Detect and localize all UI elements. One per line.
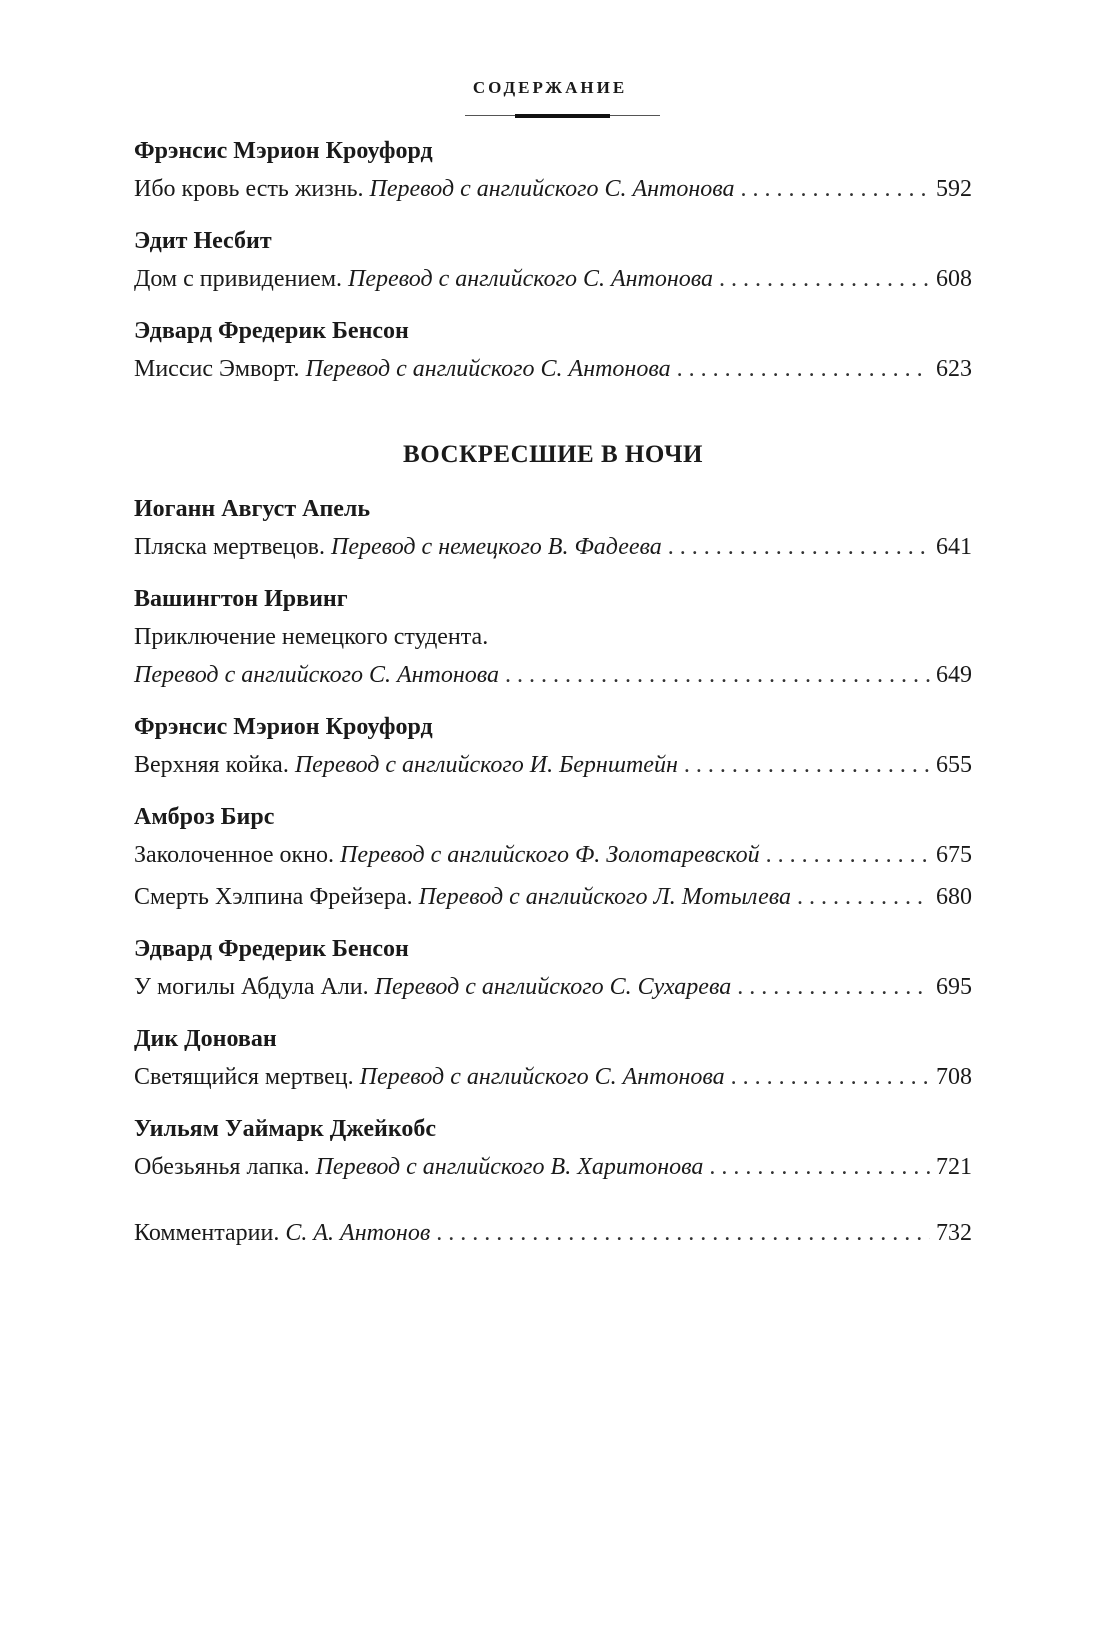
page-number: 675 [936, 842, 972, 868]
entry-translator: Перевод с английского С. Антонова [359, 1064, 725, 1090]
entry-title: Смерть Хэлпина Фрейзера. [134, 884, 413, 910]
toc-entry[interactable] [134, 170, 972, 208]
entry-translator: Перевод с английского С. Антонова [134, 662, 500, 688]
toc-entry[interactable] [134, 350, 972, 388]
page-number: 623 [936, 356, 972, 382]
toc-entry[interactable] [134, 746, 972, 784]
head-rule-ornament [515, 114, 610, 118]
dot-leader [677, 350, 930, 388]
toc-entry[interactable] [134, 1148, 972, 1186]
page-number: 655 [936, 752, 972, 778]
entry-title: Верхняя койка. [134, 752, 289, 778]
dot-leader [766, 836, 930, 874]
toc-entry[interactable] [134, 1058, 972, 1096]
entry-title: Обезьянья лапка. [134, 1154, 310, 1180]
author-name: Амброз Бирс [134, 804, 275, 830]
table-of-contents [134, 132, 972, 1252]
entry-translator: Перевод с английского С. Сухарева [374, 974, 732, 1000]
entry-translator: Перевод с английского С. Антонова [369, 176, 735, 202]
toc-entry[interactable] [134, 528, 972, 566]
toc-entry[interactable] [134, 968, 972, 1006]
page-number: 721 [936, 1154, 972, 1180]
author-name: Иоганн Август Апель [134, 496, 371, 522]
entry-title: Дом с привидением. [134, 266, 343, 292]
toc-entry[interactable] [134, 260, 972, 298]
page-number: 680 [936, 884, 972, 910]
entry-title: Комментарии. [134, 1220, 280, 1246]
entry-author: С. А. Антонов [285, 1220, 431, 1246]
dot-leader [668, 528, 930, 566]
author-name: Фрэнсис Мэрион Кроуфорд [134, 138, 433, 164]
page-number: 608 [936, 266, 972, 292]
author-name: Эдвард Фредерик Бенсон [134, 936, 409, 962]
page-number: 592 [936, 176, 972, 202]
toc-entry[interactable] [134, 836, 972, 874]
entry-title: У могилы Абдула Али. [134, 974, 369, 1000]
author-name: Дик Донован [134, 1026, 277, 1052]
dot-leader [719, 260, 930, 298]
entry-translator: Перевод с английского В. Харитонова [315, 1154, 704, 1180]
dot-leader [797, 878, 930, 916]
entry-translator: Перевод с английского Ф. Золотаревской [340, 842, 760, 868]
toc-entry[interactable] [134, 878, 972, 916]
dot-leader [741, 170, 930, 208]
running-head: СОДЕРЖАНИЕ [472, 78, 628, 97]
toc-entry[interactable] [134, 656, 972, 694]
entry-translator: Перевод с английского С. Антонова [305, 356, 671, 382]
section-title: ВОСКРЕСШИЕ В НОЧИ [403, 441, 703, 468]
page-number: 641 [936, 534, 972, 560]
entry-translator: Перевод с немецкого В. Фадеева [330, 534, 662, 560]
page-number: 732 [936, 1220, 972, 1246]
author-name: Фрэнсис Мэрион Кроуфорд [134, 714, 433, 740]
dot-leader [436, 1214, 930, 1252]
author-name: Эдвард Фредерик Бенсон [134, 318, 409, 344]
page-number: 649 [936, 662, 972, 688]
dot-leader [731, 1058, 930, 1096]
entry-translator: Перевод с английского Л. Мотылева [418, 884, 791, 910]
dot-leader [709, 1148, 930, 1186]
entry-title: Ибо кровь есть жизнь. [134, 176, 364, 202]
dot-leader [737, 968, 930, 1006]
entry-translator: Перевод с английского С. Антонова [348, 266, 714, 292]
entry-title[interactable]: Приключение немецкого студента. [134, 624, 489, 650]
page-number: 695 [936, 974, 972, 1000]
entry-title: Миссис Эмворт. [134, 356, 300, 382]
author-name: Эдит Несбит [134, 228, 272, 254]
entry-translator: Перевод с английского И. Бернштейн [294, 752, 678, 778]
entry-title: Светящийся мертвец. [134, 1064, 354, 1090]
dot-leader [684, 746, 930, 784]
toc-entry-commentary[interactable] [134, 1214, 972, 1252]
entry-title: Заколоченное окно. [134, 842, 335, 868]
page-number: 708 [936, 1064, 972, 1090]
author-name: Уильям Уаймарк Джейкобс [134, 1116, 437, 1142]
author-name: Вашингтон Ирвинг [134, 586, 348, 612]
entry-title: Пляска мертвецов. [134, 534, 325, 560]
dot-leader [505, 656, 930, 694]
